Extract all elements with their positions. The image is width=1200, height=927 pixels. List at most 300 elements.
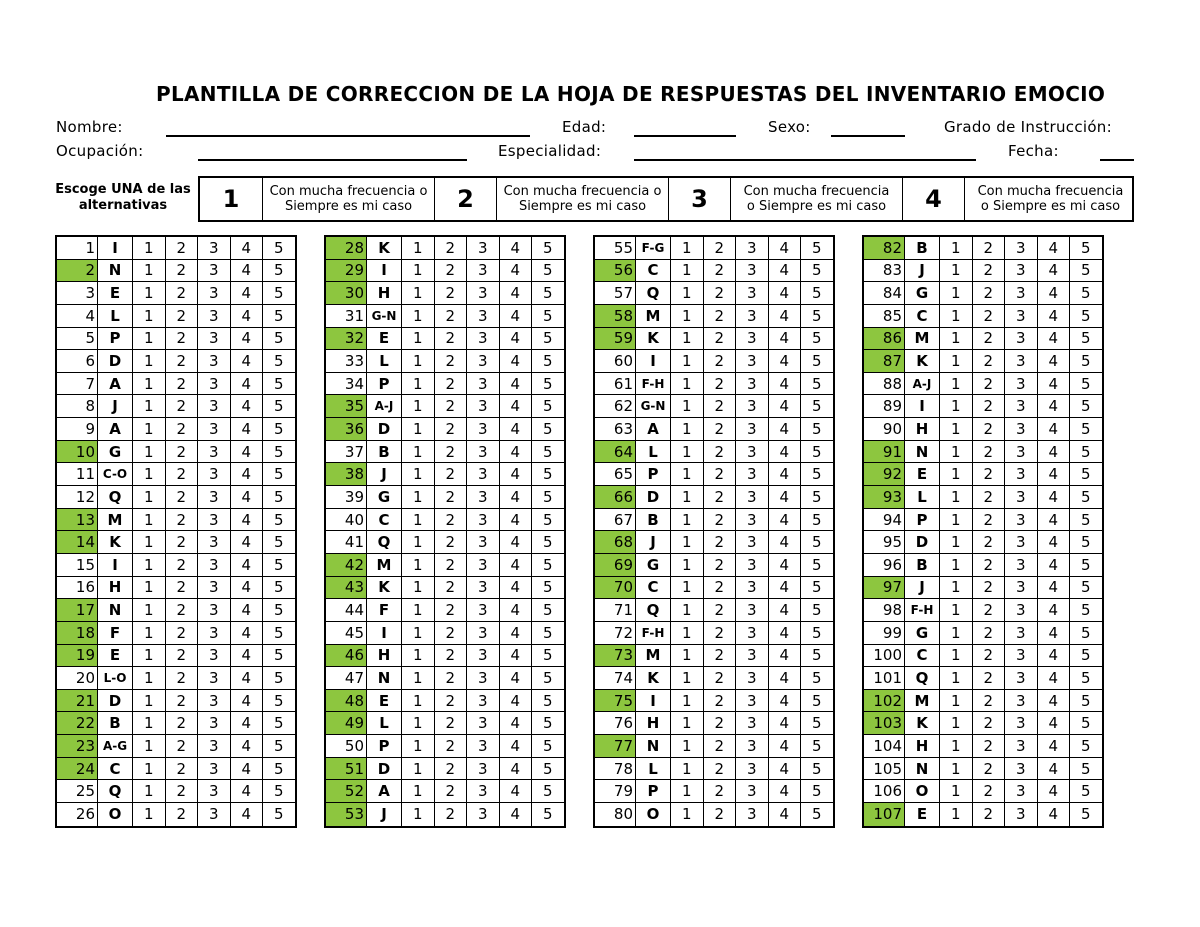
answer-option[interactable]: 4 [1037,237,1070,259]
answer-option[interactable]: 1 [401,780,434,802]
answer-option[interactable]: 1 [939,441,972,463]
answer-option[interactable]: 2 [703,282,736,304]
answer-option[interactable]: 5 [1069,395,1102,417]
answer-option[interactable]: 5 [531,712,564,734]
answer-option[interactable]: 4 [230,350,263,372]
answer-option[interactable]: 3 [1004,712,1037,734]
answer-option[interactable]: 1 [401,486,434,508]
answer-option[interactable]: 5 [531,509,564,531]
answer-option[interactable]: 3 [1004,463,1037,485]
answer-option[interactable]: 5 [800,282,833,304]
answer-option[interactable]: 5 [531,350,564,372]
answer-option[interactable]: 1 [939,803,972,826]
answer-option[interactable]: 2 [972,622,1005,644]
answer-option[interactable]: 3 [197,735,230,757]
answer-option[interactable]: 4 [230,667,263,689]
answer-option[interactable]: 3 [1004,577,1037,599]
answer-option[interactable]: 4 [230,531,263,553]
answer-option[interactable]: 3 [466,599,499,621]
answer-option[interactable]: 2 [165,282,198,304]
answer-option[interactable]: 2 [165,622,198,644]
answer-option[interactable]: 3 [1004,554,1037,576]
answer-option[interactable]: 4 [768,780,801,802]
answer-option[interactable]: 1 [670,350,703,372]
answer-option[interactable]: 4 [1037,712,1070,734]
answer-option[interactable]: 3 [197,554,230,576]
answer-option[interactable]: 3 [466,463,499,485]
answer-option[interactable]: 1 [939,395,972,417]
answer-option[interactable]: 4 [499,599,532,621]
answer-option[interactable]: 1 [939,282,972,304]
answer-option[interactable]: 1 [401,463,434,485]
answer-option[interactable]: 3 [466,441,499,463]
answer-option[interactable]: 3 [735,667,768,689]
answer-option[interactable]: 2 [434,395,467,417]
answer-option[interactable]: 5 [800,486,833,508]
answer-option[interactable]: 4 [230,328,263,350]
answer-option[interactable]: 5 [531,282,564,304]
answer-option[interactable]: 4 [768,463,801,485]
answer-option[interactable]: 3 [1004,735,1037,757]
answer-option[interactable]: 3 [735,622,768,644]
answer-option[interactable]: 4 [230,282,263,304]
answer-option[interactable]: 4 [499,622,532,644]
answer-option[interactable]: 3 [197,395,230,417]
answer-option[interactable]: 3 [1004,599,1037,621]
answer-option[interactable]: 2 [434,509,467,531]
answer-option[interactable]: 5 [800,758,833,780]
answer-option[interactable]: 1 [132,758,165,780]
answer-option[interactable]: 3 [735,531,768,553]
answer-option[interactable]: 5 [262,237,295,259]
answer-option[interactable]: 1 [132,373,165,395]
answer-option[interactable]: 5 [262,645,295,667]
answer-option[interactable]: 5 [531,735,564,757]
answer-option[interactable]: 4 [230,599,263,621]
answer-option[interactable]: 3 [735,690,768,712]
answer-option[interactable]: 2 [165,554,198,576]
answer-option[interactable]: 5 [262,735,295,757]
answer-option[interactable]: 3 [466,735,499,757]
answer-option[interactable]: 1 [670,328,703,350]
answer-option[interactable]: 1 [939,599,972,621]
answer-option[interactable]: 1 [401,622,434,644]
answer-option[interactable]: 4 [1037,735,1070,757]
answer-option[interactable]: 3 [466,305,499,327]
answer-option[interactable]: 3 [735,599,768,621]
answer-option[interactable]: 5 [800,260,833,282]
answer-option[interactable]: 5 [531,441,564,463]
answer-option[interactable]: 2 [972,373,1005,395]
answer-option[interactable]: 4 [499,441,532,463]
answer-option[interactable]: 3 [466,237,499,259]
answer-option[interactable]: 3 [466,690,499,712]
answer-option[interactable]: 5 [262,305,295,327]
answer-option[interactable]: 5 [800,418,833,440]
answer-option[interactable]: 4 [768,599,801,621]
answer-option[interactable]: 4 [230,645,263,667]
answer-option[interactable]: 2 [703,509,736,531]
answer-option[interactable]: 4 [1037,780,1070,802]
answer-option[interactable]: 4 [499,577,532,599]
answer-option[interactable]: 1 [939,577,972,599]
answer-option[interactable]: 2 [165,395,198,417]
answer-option[interactable]: 2 [972,282,1005,304]
answer-option[interactable]: 2 [434,577,467,599]
answer-option[interactable]: 1 [132,531,165,553]
answer-option[interactable]: 2 [972,758,1005,780]
answer-option[interactable]: 2 [165,803,198,826]
answer-option[interactable]: 2 [972,441,1005,463]
answer-option[interactable]: 3 [466,622,499,644]
answer-option[interactable]: 1 [132,237,165,259]
answer-option[interactable]: 2 [703,373,736,395]
answer-option[interactable]: 1 [401,350,434,372]
answer-option[interactable]: 1 [939,350,972,372]
answer-option[interactable]: 4 [1037,305,1070,327]
answer-option[interactable]: 5 [262,577,295,599]
answer-option[interactable]: 1 [401,373,434,395]
answer-option[interactable]: 1 [132,712,165,734]
answer-option[interactable]: 4 [499,690,532,712]
answer-option[interactable]: 2 [972,237,1005,259]
answer-option[interactable]: 1 [401,237,434,259]
answer-option[interactable]: 4 [768,418,801,440]
answer-option[interactable]: 2 [165,531,198,553]
answer-option[interactable]: 3 [1004,509,1037,531]
answer-option[interactable]: 4 [499,328,532,350]
answer-option[interactable]: 3 [1004,418,1037,440]
answer-option[interactable]: 1 [670,599,703,621]
answer-option[interactable]: 4 [1037,486,1070,508]
answer-option[interactable]: 4 [768,622,801,644]
answer-option[interactable]: 2 [703,418,736,440]
answer-option[interactable]: 5 [800,305,833,327]
answer-option[interactable]: 2 [972,260,1005,282]
answer-option[interactable]: 5 [1069,373,1102,395]
answer-option[interactable]: 3 [197,350,230,372]
answer-option[interactable]: 1 [401,305,434,327]
answer-option[interactable]: 1 [670,486,703,508]
answer-option[interactable]: 5 [262,780,295,802]
answer-option[interactable]: 5 [800,780,833,802]
answer-option[interactable]: 2 [703,735,736,757]
answer-option[interactable]: 4 [768,237,801,259]
answer-option[interactable]: 5 [1069,645,1102,667]
answer-option[interactable]: 5 [262,260,295,282]
answer-option[interactable]: 5 [262,373,295,395]
edad-field[interactable] [634,135,736,137]
answer-option[interactable]: 5 [1069,509,1102,531]
answer-option[interactable]: 4 [768,260,801,282]
answer-option[interactable]: 2 [972,599,1005,621]
answer-option[interactable]: 3 [466,531,499,553]
answer-option[interactable]: 1 [401,667,434,689]
answer-option[interactable]: 4 [1037,328,1070,350]
answer-option[interactable]: 4 [499,712,532,734]
answer-option[interactable]: 3 [735,780,768,802]
answer-option[interactable]: 4 [499,350,532,372]
answer-option[interactable]: 4 [768,350,801,372]
answer-option[interactable]: 3 [735,282,768,304]
answer-option[interactable]: 5 [1069,282,1102,304]
answer-option[interactable]: 1 [939,622,972,644]
answer-option[interactable]: 3 [1004,441,1037,463]
answer-option[interactable]: 2 [703,554,736,576]
answer-option[interactable]: 4 [499,780,532,802]
answer-option[interactable]: 4 [1037,282,1070,304]
answer-option[interactable]: 4 [499,667,532,689]
answer-option[interactable]: 1 [132,395,165,417]
answer-option[interactable]: 3 [1004,328,1037,350]
answer-option[interactable]: 1 [939,260,972,282]
answer-option[interactable]: 5 [262,441,295,463]
answer-option[interactable]: 4 [230,463,263,485]
answer-option[interactable]: 4 [768,690,801,712]
answer-option[interactable]: 1 [670,758,703,780]
answer-option[interactable]: 4 [768,373,801,395]
answer-option[interactable]: 1 [939,690,972,712]
answer-option[interactable]: 2 [972,486,1005,508]
answer-option[interactable]: 4 [230,622,263,644]
answer-option[interactable]: 2 [703,486,736,508]
answer-option[interactable]: 5 [800,463,833,485]
answer-option[interactable]: 2 [434,486,467,508]
answer-option[interactable]: 3 [735,305,768,327]
answer-option[interactable]: 5 [1069,463,1102,485]
answer-option[interactable]: 2 [434,418,467,440]
answer-option[interactable]: 4 [1037,645,1070,667]
answer-option[interactable]: 2 [165,735,198,757]
answer-option[interactable]: 2 [703,463,736,485]
answer-option[interactable]: 5 [1069,531,1102,553]
answer-option[interactable]: 3 [735,486,768,508]
answer-option[interactable]: 2 [434,758,467,780]
answer-option[interactable]: 2 [434,690,467,712]
answer-option[interactable]: 5 [800,690,833,712]
answer-option[interactable]: 4 [499,237,532,259]
answer-option[interactable]: 2 [972,395,1005,417]
answer-option[interactable]: 5 [1069,441,1102,463]
answer-option[interactable]: 1 [132,803,165,826]
answer-option[interactable]: 4 [768,395,801,417]
answer-option[interactable]: 2 [165,577,198,599]
answer-option[interactable]: 4 [768,531,801,553]
answer-option[interactable]: 3 [1004,486,1037,508]
answer-option[interactable]: 5 [262,486,295,508]
answer-option[interactable]: 4 [768,328,801,350]
answer-option[interactable]: 4 [230,395,263,417]
answer-option[interactable]: 5 [531,463,564,485]
answer-option[interactable]: 2 [703,531,736,553]
answer-option[interactable]: 4 [1037,690,1070,712]
answer-option[interactable]: 5 [531,667,564,689]
answer-option[interactable]: 5 [1069,328,1102,350]
answer-option[interactable]: 2 [972,328,1005,350]
answer-option[interactable]: 1 [939,554,972,576]
answer-option[interactable]: 5 [262,418,295,440]
answer-option[interactable]: 3 [735,712,768,734]
answer-option[interactable]: 5 [531,328,564,350]
answer-option[interactable]: 1 [670,577,703,599]
answer-option[interactable]: 3 [466,282,499,304]
answer-option[interactable]: 2 [434,554,467,576]
answer-option[interactable]: 1 [939,531,972,553]
answer-option[interactable]: 3 [735,395,768,417]
answer-option[interactable]: 4 [1037,418,1070,440]
answer-option[interactable]: 3 [735,328,768,350]
answer-option[interactable]: 2 [703,328,736,350]
answer-option[interactable]: 5 [262,282,295,304]
answer-option[interactable]: 2 [434,735,467,757]
answer-option[interactable]: 4 [768,712,801,734]
answer-option[interactable]: 1 [939,486,972,508]
answer-option[interactable]: 3 [1004,803,1037,826]
answer-option[interactable]: 2 [703,305,736,327]
answer-option[interactable]: 5 [262,509,295,531]
answer-option[interactable]: 2 [972,531,1005,553]
answer-option[interactable]: 4 [499,373,532,395]
answer-option[interactable]: 2 [165,373,198,395]
answer-option[interactable]: 1 [401,328,434,350]
nombre-field[interactable] [166,135,530,137]
answer-option[interactable]: 2 [165,599,198,621]
answer-option[interactable]: 5 [531,418,564,440]
answer-option[interactable]: 2 [703,260,736,282]
answer-option[interactable]: 5 [531,305,564,327]
answer-option[interactable]: 5 [800,645,833,667]
answer-option[interactable]: 5 [1069,758,1102,780]
answer-option[interactable]: 3 [197,780,230,802]
answer-option[interactable]: 5 [800,237,833,259]
answer-option[interactable]: 1 [939,328,972,350]
answer-option[interactable]: 2 [972,509,1005,531]
answer-option[interactable]: 3 [735,441,768,463]
answer-option[interactable]: 2 [434,622,467,644]
answer-option[interactable]: 2 [434,463,467,485]
answer-option[interactable]: 2 [434,373,467,395]
answer-option[interactable]: 5 [1069,803,1102,826]
answer-option[interactable]: 5 [1069,260,1102,282]
answer-option[interactable]: 4 [499,531,532,553]
answer-option[interactable]: 5 [262,599,295,621]
answer-option[interactable]: 4 [1037,577,1070,599]
answer-option[interactable]: 5 [262,758,295,780]
answer-option[interactable]: 5 [800,328,833,350]
answer-option[interactable]: 2 [165,509,198,531]
answer-option[interactable]: 5 [1069,237,1102,259]
answer-option[interactable]: 3 [735,803,768,826]
answer-option[interactable]: 3 [197,441,230,463]
answer-option[interactable]: 2 [165,418,198,440]
answer-option[interactable]: 3 [197,758,230,780]
answer-option[interactable]: 1 [670,667,703,689]
answer-option[interactable]: 1 [670,645,703,667]
answer-option[interactable]: 4 [230,260,263,282]
answer-option[interactable]: 3 [1004,282,1037,304]
answer-option[interactable]: 2 [703,350,736,372]
answer-option[interactable]: 4 [768,803,801,826]
answer-option[interactable]: 5 [1069,554,1102,576]
answer-option[interactable]: 4 [499,305,532,327]
answer-option[interactable]: 5 [531,531,564,553]
answer-option[interactable]: 3 [1004,260,1037,282]
answer-option[interactable]: 1 [939,758,972,780]
answer-option[interactable]: 4 [768,758,801,780]
answer-option[interactable]: 3 [466,260,499,282]
answer-option[interactable]: 5 [1069,350,1102,372]
answer-option[interactable]: 1 [401,735,434,757]
answer-option[interactable]: 3 [197,260,230,282]
answer-option[interactable]: 5 [800,622,833,644]
answer-option[interactable]: 5 [531,803,564,826]
answer-option[interactable]: 2 [434,237,467,259]
answer-option[interactable]: 2 [165,758,198,780]
answer-option[interactable]: 3 [197,577,230,599]
answer-option[interactable]: 3 [735,373,768,395]
answer-option[interactable]: 3 [197,282,230,304]
answer-option[interactable]: 1 [132,645,165,667]
answer-option[interactable]: 4 [499,282,532,304]
answer-option[interactable]: 2 [703,645,736,667]
ocupacion-field[interactable] [198,159,467,161]
answer-option[interactable]: 1 [670,712,703,734]
answer-option[interactable]: 2 [972,712,1005,734]
answer-option[interactable]: 5 [800,509,833,531]
answer-option[interactable]: 1 [939,305,972,327]
answer-option[interactable]: 1 [132,690,165,712]
answer-option[interactable]: 4 [230,803,263,826]
answer-option[interactable]: 4 [1037,395,1070,417]
answer-option[interactable]: 1 [132,509,165,531]
answer-option[interactable]: 1 [670,622,703,644]
answer-option[interactable]: 1 [401,577,434,599]
answer-option[interactable]: 3 [466,509,499,531]
answer-option[interactable]: 3 [197,645,230,667]
answer-option[interactable]: 4 [1037,554,1070,576]
answer-option[interactable]: 2 [703,803,736,826]
answer-option[interactable]: 2 [434,260,467,282]
answer-option[interactable]: 3 [197,803,230,826]
answer-option[interactable]: 3 [197,531,230,553]
answer-option[interactable]: 1 [132,350,165,372]
answer-option[interactable]: 2 [165,260,198,282]
answer-option[interactable]: 4 [499,509,532,531]
answer-option[interactable]: 4 [1037,531,1070,553]
answer-option[interactable]: 4 [499,803,532,826]
answer-option[interactable]: 1 [132,622,165,644]
answer-option[interactable]: 3 [197,712,230,734]
answer-option[interactable]: 2 [434,803,467,826]
answer-option[interactable]: 4 [1037,463,1070,485]
answer-option[interactable]: 4 [1037,758,1070,780]
answer-option[interactable]: 2 [434,350,467,372]
especialidad-field[interactable] [634,159,976,161]
answer-option[interactable]: 2 [165,690,198,712]
answer-option[interactable]: 3 [735,463,768,485]
answer-option[interactable]: 1 [401,758,434,780]
answer-option[interactable]: 5 [262,622,295,644]
answer-option[interactable]: 1 [401,282,434,304]
answer-option[interactable]: 4 [768,735,801,757]
answer-option[interactable]: 5 [800,531,833,553]
answer-option[interactable]: 3 [197,305,230,327]
answer-option[interactable]: 2 [972,350,1005,372]
answer-option[interactable]: 5 [531,645,564,667]
answer-option[interactable]: 4 [1037,260,1070,282]
answer-option[interactable]: 4 [499,554,532,576]
answer-option[interactable]: 2 [703,599,736,621]
